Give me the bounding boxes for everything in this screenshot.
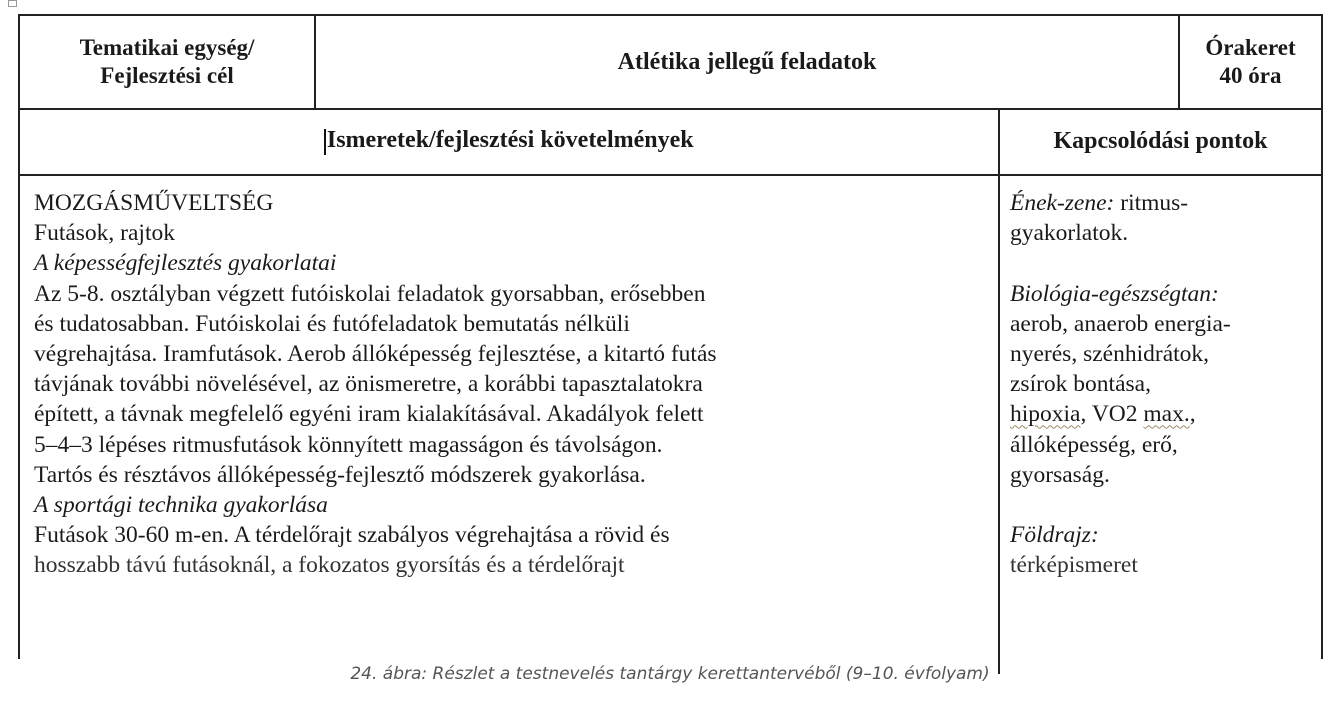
connection-text: , VO2: [1080, 401, 1144, 428]
spacer: [1010, 490, 1325, 520]
text-line: és tudatosabban. Futóiskolai és futófeladatok bemutatás nélküli: [34, 310, 630, 337]
orakeret-label: Órakeret: [1205, 35, 1296, 60]
text-line: Futások 30-60 m-en. A térdelőrajt szabályos végrehajtása a rövid és: [34, 522, 670, 549]
tema-line-1: Tematikai egység/: [79, 35, 255, 60]
kapcsolodasi-header: Kapcsolódási pontok: [1053, 127, 1268, 154]
subject-label: Biológia-egészségtan:: [1010, 280, 1219, 307]
text-line: Tartós és résztávos állóképesség-fejlesztő módszerek gyakorlása.: [34, 461, 646, 488]
text-line: távjának további növelésével, az önismeretre, a korábbi tapasztalatokra: [34, 371, 703, 398]
topic-title: Atlétika jellegű feladatok: [617, 48, 877, 75]
subject-label: Földrajz:: [1010, 522, 1099, 549]
requirements-cell: [20, 174, 1000, 674]
section-heading: MOZGÁSMŰVELTSÉG: [34, 190, 274, 216]
connection-text: aerob, anaerob energia-: [1010, 310, 1231, 337]
connection-enek-zene: [1010, 188, 1325, 218]
tematikai-egyseg-cell: [20, 16, 316, 108]
curriculum-table: [18, 14, 1323, 659]
kapcsolodasi-header-cell: [1000, 108, 1321, 174]
spellcheck-word: max.: [1143, 401, 1190, 428]
orakeret-value: 40 óra: [1219, 63, 1282, 88]
italic-subheading: A képességfejlesztés gyakorlatai: [34, 250, 337, 277]
connections-cell: [1000, 174, 1325, 674]
ismeretek-header-cell: [20, 108, 1000, 174]
connection-text: nyerés, szénhidrátok,: [1010, 341, 1210, 367]
text-line: 5–4–3 lépéses ritmusfutások könnyített magasságon és távolságon.: [34, 431, 663, 458]
subject-label: Ének-zene:: [1010, 190, 1115, 216]
table-header-row: [20, 16, 1321, 110]
clipped-text-line: hosszabb távú futásoknál, a fokozatos gyorsítás és a térdelőrajt: [34, 552, 625, 579]
text-cursor: [324, 129, 326, 155]
connection-text: zsírok bontása,: [1010, 371, 1151, 398]
connection-hipoxia-line: [1010, 399, 1325, 429]
spacer: [1010, 248, 1325, 278]
connection-text: gyakorlatok.: [1010, 220, 1129, 247]
connection-text: ,: [1189, 401, 1196, 428]
topic-title-cell: [316, 16, 1180, 108]
table-subheader-row: [20, 108, 1321, 176]
connection-text: ritmus-: [1114, 190, 1189, 216]
text-line: épített, a távnak megfelelő egyéni iram kialakításával. Akadályok felett: [34, 401, 704, 428]
subsection-heading: Futások, rajtok: [34, 220, 175, 247]
connection-text: gyorsaság.: [1010, 461, 1110, 488]
corner-anchor-mark: [8, 0, 17, 7]
italic-subheading: A sportági technika gyakorlása: [34, 492, 328, 519]
spellcheck-word: hipoxia: [1010, 401, 1081, 428]
tema-line-2: Fejlesztési cél: [100, 63, 234, 88]
connection-text: állóképesség, erő,: [1010, 431, 1178, 458]
figure-caption: 24. ábra: Részlet a testnevelés tantárgy kerettantervéből (9–10. évfolyam): [350, 664, 990, 684]
text-line: Az 5-8. osztályban végzett futóiskolai feladatok gyorsabban, erősebben: [34, 280, 706, 307]
ismeretek-header: Ismeretek/fejlesztési követelmények: [326, 127, 694, 154]
text-line: végrehajtása. Iramfutások. Aerob állóképesség fejlesztése, a kitartó futás: [34, 341, 717, 368]
clipped-text-line: térképismeret: [1010, 552, 1138, 579]
orakeret-cell: [1180, 16, 1321, 108]
